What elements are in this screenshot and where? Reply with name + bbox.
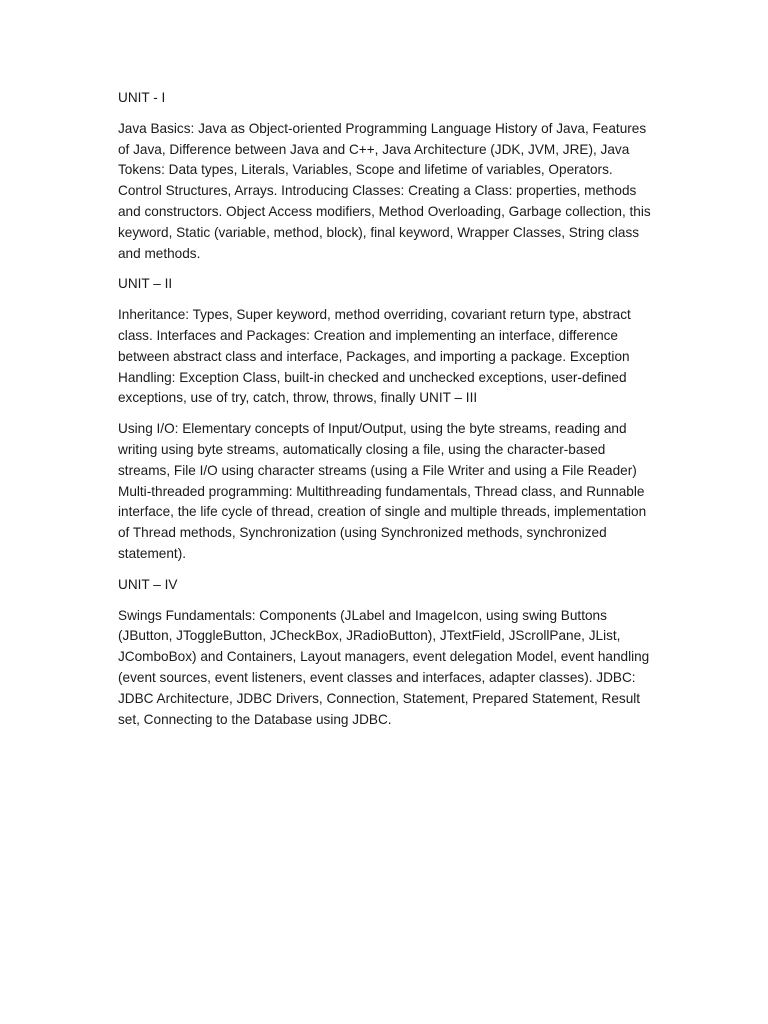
unit-1-heading: UNIT - I	[118, 90, 166, 105]
unit-2-body: Inheritance: Types, Super keyword, method overriding, covariant return type, abstract class. Interfaces and Packages: Creation and implementing an interface, difference between abstract class and interface, Packages, and importing a package. Exception Handling: Exception Class, built-in checked and unchecked exceptions, user-defined exceptions, use of try, catch, throw, throws, finally UNIT – III	[118, 307, 631, 406]
unit-4-heading: UNIT – IV	[118, 576, 178, 592]
document-content	[118, 88, 652, 740]
unit-3-body: Using I/O: Elementary concepts of Input/Output, using the byte streams, reading and writing using byte streams, automatically closing a file, using the character-based streams, File I/O using character streams (using a File Writer and using a File Reader) Multi-threaded programming: Multithreading fundamentals, Thread class, and Runnable interface, the life cycle of thread, creation of single and multiple threads, implementation of Thread methods, Synchronization (using Synchronized methods, synchronized statement).	[118, 421, 647, 561]
unit-4-body: Swings Fundamentals: Components (JLabel and ImageIcon, using swing Buttons (JButton, JToggleButton, JCheckBox, JRadioButton), JTextField, JScrollPane, JList, JComboBox) and Containers, Layout managers, event delegation Model, event handling (event sources, event listeners, event classes and interfaces, adapter classes). JDBC: JDBC Architecture, JDBC Drivers, Connection, Statement, Prepared Statement, Result set, Connecting to the Database using JDBC.	[118, 607, 650, 727]
unit-1-body: Java Basics: Java as Object-oriented Programming Language History of Java, Features of Java, Difference between Java and C++, Java Architecture (JDK, JVM, JRE), Java Tokens: Data types, Literals, Variables, Scope and lifetime of variables, Operators. Control Structures, Arrays. Introducing Classes: Creating a Class: properties, methods and constructors. Object Access modifiers, Method Overloading, Garbage collection, this keyword, Static (variable, method, block), final keyword, Wrapper Classes, String class and methods.	[118, 120, 651, 261]
unit-2-heading: UNIT – II	[118, 276, 173, 292]
